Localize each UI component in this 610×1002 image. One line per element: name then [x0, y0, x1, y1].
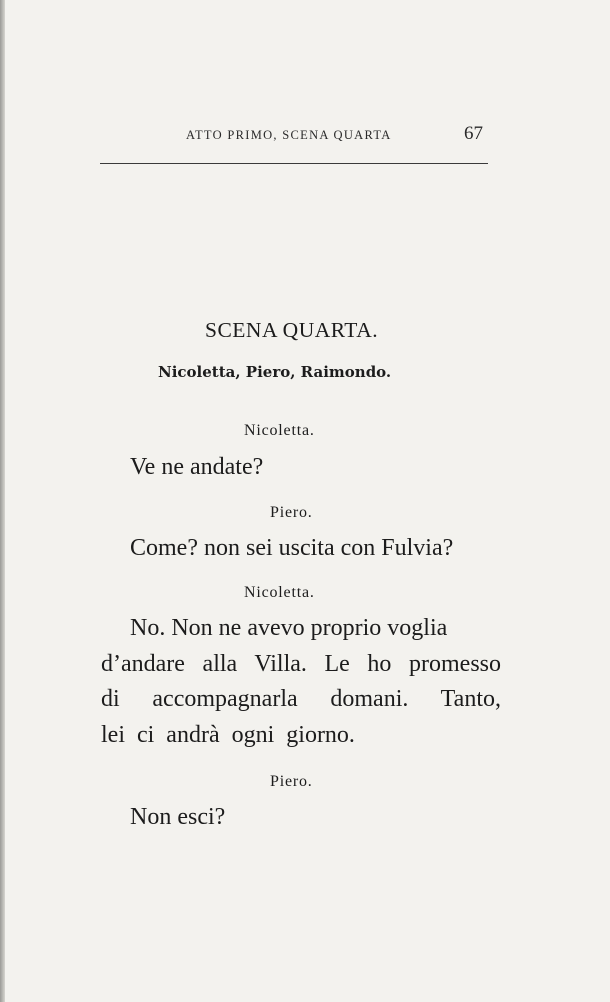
- dialogue-line: Ve ne andate?: [130, 454, 264, 480]
- speaker-name: Nicoletta.: [244, 422, 315, 439]
- dialogue-line: lei ci andrà ogni giorno.: [101, 722, 355, 748]
- scene-characters: Nicoletta, Piero, Raimondo.: [158, 363, 392, 381]
- header-rule: [100, 163, 488, 164]
- speaker-name: Piero.: [270, 773, 313, 790]
- running-head: ATTO PRIMO, SCENA QUARTA: [186, 128, 392, 142]
- speaker-name: Piero.: [270, 504, 313, 521]
- dialogue-line: Come? non sei uscita con Fulvia?: [130, 535, 454, 561]
- dialogue-line: d’andare alla Villa. Le ho promesso: [101, 651, 501, 677]
- speaker-name: Nicoletta.: [244, 584, 315, 601]
- page-number: 67: [464, 123, 483, 144]
- dialogue-line: No. Non ne avevo proprio voglia: [130, 615, 448, 641]
- dialogue-line: di accompagnarla domani. Tanto,: [101, 686, 501, 712]
- page-binding-edge: [0, 0, 5, 1002]
- scene-title: SCENA QUARTA.: [205, 318, 379, 342]
- dialogue-line: Non esci?: [130, 804, 226, 830]
